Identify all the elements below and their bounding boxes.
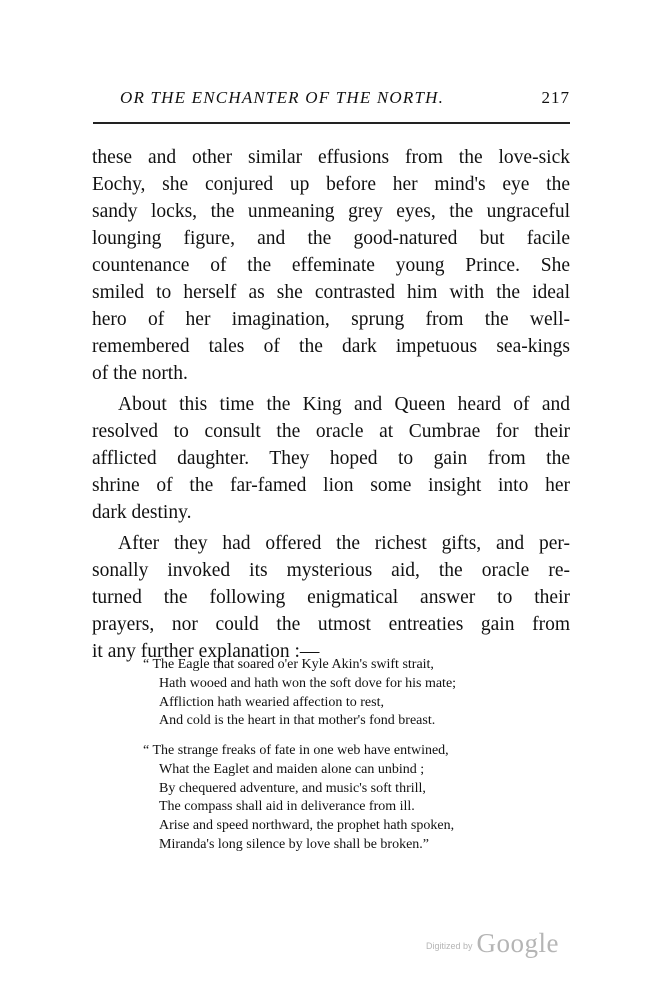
header-rule — [93, 122, 570, 124]
paragraph-3 — [92, 530, 570, 665]
text-line: smiled to herself as she contrasted him with the ideal — [92, 282, 570, 303]
verse-line: Hath wooed and hath won the soft dove for his mate; — [159, 675, 457, 691]
text-line: hero of her imagination, sprung from the well- — [92, 309, 570, 330]
verse-line: What the Eaglet and maiden alone can unbind ; — [159, 761, 425, 777]
text-line: afflicted daughter. They hoped to gain from the — [92, 448, 570, 469]
watermark-brand: Google — [476, 928, 560, 958]
text-line: remembered tales of the dark impetuous sea-kings — [92, 336, 570, 357]
text-line: dark destiny. — [92, 502, 192, 523]
page-header — [120, 88, 570, 112]
verse-stanza-1 — [143, 656, 563, 731]
text-line: prayers, nor could the utmost entreaties gain from — [92, 614, 570, 635]
verse-line: By chequered adventure, and music's soft thrill, — [159, 780, 426, 796]
verse-line: Affliction hath wearied affection to rest, — [159, 694, 384, 710]
verse-line: “ The strange freaks of fate in one web have entwined, — [143, 743, 449, 758]
verse-stanza-2 — [143, 742, 563, 855]
body-text — [92, 144, 570, 665]
watermark-prefix: Digitized by — [426, 941, 473, 951]
digitized-watermark — [426, 928, 559, 959]
paragraph-1 — [92, 144, 570, 387]
text-line: After they had offered the richest gifts, and per- — [118, 533, 570, 554]
text-line: sonally invoked its mysterious aid, the oracle re- — [92, 560, 570, 581]
page-number: 217 — [541, 88, 570, 107]
text-line: shrine of the far-famed lion some insight into her — [92, 475, 570, 496]
verse-line: And cold is the heart in that mother's fond breast. — [159, 713, 436, 729]
paragraph-2 — [92, 391, 570, 526]
text-line: of the north. — [92, 363, 188, 384]
text-line: it any further explanation :— — [92, 641, 320, 662]
verse-line: The compass shall aid in deliverance from ill. — [159, 799, 415, 815]
text-line: sandy locks, the unmeaning grey eyes, the ungraceful — [92, 201, 570, 222]
text-line: countenance of the effeminate young Prince. She — [92, 255, 570, 276]
verse-line: Miranda's long silence by love shall be broken.” — [159, 836, 430, 852]
text-line: turned the following enigmatical answer to their — [92, 587, 570, 608]
text-line: lounging figure, and the good-natured but facile — [92, 228, 570, 249]
text-line: these and other similar effusions from the love-sick — [92, 147, 570, 168]
verse-line: “ The Eagle that soared o'er Kyle Akin's swift strait, — [143, 657, 434, 672]
verse-line: Arise and speed northward, the prophet hath spoken, — [159, 818, 455, 834]
text-line: About this time the King and Queen heard of and — [118, 394, 570, 415]
text-line: resolved to consult the oracle at Cumbrae for their — [92, 421, 570, 442]
text-line: Eochy, she conjured up before her mind's eye the — [92, 174, 570, 195]
running-head: OR THE ENCHANTER OF THE NORTH. — [120, 88, 445, 107]
